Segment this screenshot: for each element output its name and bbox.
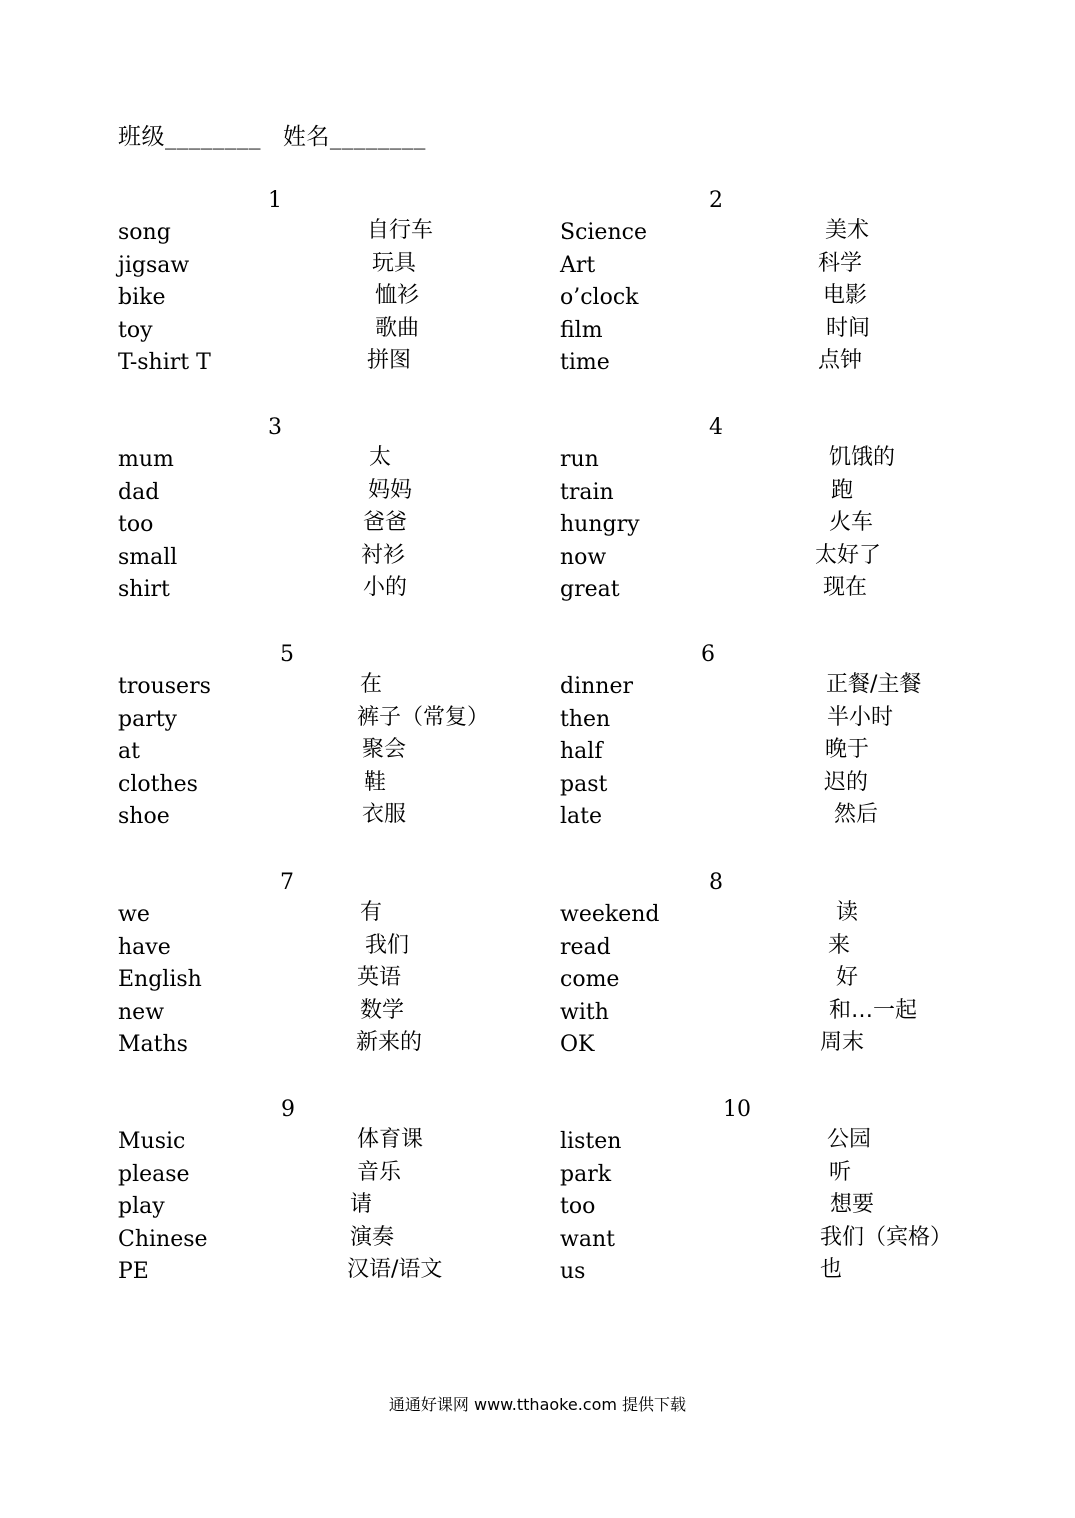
- chinese-meaning: 想要: [830, 1192, 875, 1218]
- group-number: 1: [268, 188, 282, 213]
- group-number: 3: [268, 415, 282, 440]
- english-word: song: [118, 220, 171, 245]
- chinese-meaning: 汉语/语文: [347, 1257, 443, 1283]
- chinese-meaning: 太: [369, 445, 392, 470]
- english-word: run: [560, 447, 599, 472]
- group-number: 4: [709, 415, 723, 440]
- group-number: 10: [723, 1097, 751, 1122]
- header: [118, 118, 440, 151]
- english-word: Maths: [118, 1032, 188, 1058]
- chinese-meaning: 现在: [823, 575, 868, 601]
- chinese-meaning: 玩具: [372, 250, 417, 276]
- english-word: half: [560, 739, 603, 765]
- chinese-meaning: 在: [360, 672, 383, 697]
- chinese-meaning: 公园: [827, 1127, 872, 1152]
- chinese-meaning: 点钟: [818, 348, 863, 374]
- chinese-meaning: 妈妈: [368, 477, 413, 503]
- chinese-meaning: 音乐: [357, 1159, 402, 1185]
- english-word: past: [560, 771, 608, 797]
- english-word: want: [560, 1226, 615, 1252]
- chinese-meaning: 晚于: [825, 737, 870, 763]
- chinese-meaning: 演奏: [350, 1224, 395, 1250]
- english-word: play: [118, 1194, 165, 1220]
- chinese-meaning: 小的: [363, 575, 408, 601]
- chinese-meaning: 我们: [365, 932, 410, 958]
- english-word: new: [118, 999, 165, 1025]
- chinese-meaning: 有: [360, 900, 383, 925]
- english-word: too: [118, 512, 154, 538]
- chinese-meaning: 跑: [831, 477, 854, 503]
- chinese-meaning: 好: [836, 965, 859, 991]
- group-number: 2: [709, 188, 723, 213]
- english-word: OK: [560, 1032, 595, 1058]
- chinese-meaning: 拼图: [367, 348, 412, 374]
- chinese-meaning: 饥饿的: [829, 445, 896, 470]
- english-word: mum: [118, 447, 174, 472]
- chinese-meaning: 科学: [818, 250, 863, 276]
- chinese-meaning: 太好了: [815, 542, 882, 568]
- english-word: too: [560, 1194, 596, 1220]
- chinese-meaning: 数学: [360, 997, 405, 1023]
- chinese-meaning: 读: [836, 900, 859, 925]
- group-number: 6: [701, 642, 715, 667]
- english-word: hungry: [560, 512, 640, 538]
- chinese-meaning: 也: [820, 1257, 843, 1283]
- english-word: PE: [118, 1259, 149, 1285]
- english-word: have: [118, 934, 171, 960]
- chinese-meaning: 和…一起: [829, 997, 918, 1023]
- english-word: trousers: [118, 674, 211, 699]
- english-word: Science: [560, 220, 647, 245]
- chinese-meaning: 电影: [823, 283, 868, 309]
- english-word: small: [118, 544, 178, 570]
- chinese-meaning: 然后: [834, 802, 879, 828]
- english-word: party: [118, 706, 177, 732]
- chinese-meaning: 英语: [357, 965, 402, 991]
- english-word: come: [560, 967, 620, 993]
- chinese-meaning: 火车: [829, 510, 874, 536]
- name-label: 姓名________: [282, 124, 426, 150]
- english-word: late: [560, 804, 603, 830]
- english-word: o’clock: [560, 285, 639, 311]
- english-word: Chinese: [118, 1226, 208, 1252]
- english-word: time: [560, 350, 610, 376]
- english-word: shoe: [118, 804, 170, 830]
- chinese-meaning: 半小时: [827, 704, 894, 730]
- chinese-meaning: 鞋: [364, 769, 387, 795]
- english-word: at: [118, 739, 140, 765]
- chinese-meaning: 正餐/主餐: [826, 672, 922, 697]
- chinese-meaning: 迟的: [824, 769, 869, 795]
- english-word: then: [560, 706, 611, 732]
- chinese-meaning: 美术: [825, 218, 870, 243]
- english-word: Art: [560, 252, 596, 278]
- chinese-meaning: 裤子（常复）: [357, 704, 490, 730]
- english-word: us: [560, 1259, 586, 1285]
- english-word: film: [560, 317, 603, 343]
- english-word: we: [118, 902, 150, 927]
- english-word: English: [118, 967, 202, 993]
- english-word: listen: [560, 1129, 622, 1154]
- chinese-meaning: 聚会: [362, 737, 407, 763]
- footer: 通通好课网 www.tthaoke.com 提供下载: [388, 1395, 687, 1414]
- chinese-meaning: 衬衫: [361, 542, 406, 568]
- class-label: 班级________: [118, 124, 261, 150]
- english-word: now: [560, 544, 607, 570]
- chinese-meaning: 时间: [826, 315, 871, 341]
- english-word: train: [560, 479, 614, 505]
- group-number: 9: [281, 1097, 295, 1122]
- chinese-meaning: 恤衫: [375, 283, 420, 309]
- group-number: 7: [280, 870, 294, 895]
- english-word: Music: [118, 1129, 186, 1154]
- english-word: jigsaw: [118, 252, 190, 278]
- english-word: read: [560, 934, 611, 960]
- group-number: 8: [709, 870, 723, 895]
- english-word: T-shirt T: [118, 350, 211, 376]
- english-word: great: [560, 577, 620, 603]
- chinese-meaning: 来: [828, 932, 851, 958]
- english-word: weekend: [560, 902, 660, 927]
- english-word: dad: [118, 479, 160, 505]
- english-word: please: [118, 1161, 190, 1187]
- english-word: dinner: [560, 674, 633, 699]
- chinese-meaning: 听: [829, 1159, 852, 1185]
- chinese-meaning: 爸爸: [363, 510, 408, 536]
- english-word: clothes: [118, 771, 198, 797]
- english-word: park: [560, 1161, 612, 1187]
- chinese-meaning: 请: [350, 1192, 373, 1218]
- english-word: with: [560, 999, 609, 1025]
- chinese-meaning: 新来的: [356, 1030, 423, 1056]
- english-word: shirt: [118, 577, 170, 603]
- chinese-meaning: 体育课: [357, 1127, 424, 1152]
- english-word: bike: [118, 285, 166, 311]
- chinese-meaning: 周末: [820, 1030, 865, 1056]
- chinese-meaning: 歌曲: [375, 315, 420, 341]
- chinese-meaning: 衣服: [362, 802, 407, 828]
- group-number: 5: [280, 642, 294, 667]
- chinese-meaning: 我们（宾格）: [820, 1224, 953, 1250]
- chinese-meaning: 自行车: [367, 218, 434, 243]
- english-word: toy: [118, 317, 153, 343]
